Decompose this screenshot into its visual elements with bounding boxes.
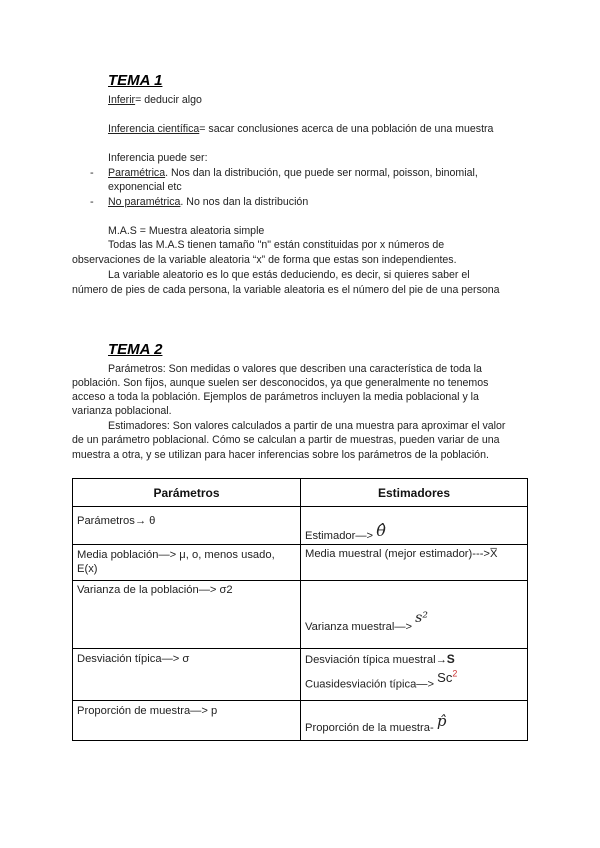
inferir-line (108, 93, 202, 107)
estim-label: Varianza muestral—> (305, 621, 416, 633)
table-row (73, 545, 528, 581)
s-bold: S (446, 652, 455, 666)
bullet-dash: - (90, 196, 94, 208)
inferencia-line (108, 122, 493, 136)
bullet-parametrica (108, 166, 478, 180)
inferencia-term: Inferencia científica (108, 123, 200, 135)
parametros-paragraph-l2: población. Son fijos, aunque suelen ser desconocidos, ya que generalmente no tenemos (72, 377, 489, 389)
cell-estim (301, 507, 528, 545)
estimadores-paragraph-l3: muestra a otra, y se utilizan para hacer inferencias sobre los parámetros de la población. (72, 449, 489, 461)
cell-estim (301, 581, 528, 649)
estim-text-2 (305, 669, 458, 691)
bullet-term: Paramétrica (108, 167, 166, 179)
theta-hat-symbol: θ̂ (376, 521, 386, 540)
estim-text (305, 610, 428, 634)
cell-param: Media población—> μ, o, menos usado, E(x) (73, 545, 301, 581)
cell-param: Desviación típica—> σ (73, 649, 301, 701)
parametros-paragraph-l3: acceso a toda la población. Ejemplos de parámetros incluyen la media poblacional y la (72, 391, 479, 403)
estimadores-paragraph-l2: de un parámetro poblacional. Cómo se calculan a partir de muestras, pueden variar de una (72, 434, 500, 446)
inferir-term: Inferir (108, 94, 136, 106)
cell-param: Varianza de la población—> σ2 (73, 581, 301, 649)
mas-paragraph-l1: Todas las M.A.S tienen tamaño "n" están constituidas por x números de (108, 239, 445, 251)
tema1-title: TEMA 1 (108, 72, 163, 89)
bullet-text: . Nos dan la distribución, que puede ser normal, poisson, binomial, (165, 167, 478, 179)
table-row (73, 507, 528, 545)
parametros-estimadores-table (72, 478, 528, 741)
header-estimadores: Estimadores (301, 479, 528, 507)
variable-paragraph-l1: La variable aleatorio es lo que estás deduciendo, es decir, si quieres saber el (108, 269, 470, 281)
variable-paragraph-l2: número de pies de cada persona, la variable aleatoria es el número del pie de una persona (72, 284, 500, 296)
sc-symbol: Sc (437, 670, 453, 686)
estim-text (305, 712, 447, 735)
puede-ser-line: Inferencia puede ser: (108, 152, 208, 164)
parametros-paragraph-l4: varianza poblacional. (72, 405, 172, 417)
p-hat-symbol: p̂ (436, 712, 447, 730)
bullet-dash: - (90, 167, 94, 179)
bullet-parametrica-cont: exponencial etc (108, 181, 182, 193)
s-squared-symbol: s² (415, 610, 428, 626)
cell-estim: Media muestral (mejor estimador)--->X̅ (301, 545, 528, 581)
inferir-def: = deducir algo (135, 94, 202, 106)
table-row (73, 701, 528, 741)
bullet-text: . No nos dan la distribución (180, 196, 309, 208)
superscript-two: 2 (452, 669, 458, 679)
table-header-row (73, 479, 528, 507)
cell-param: Proporción de muestra—> p (73, 701, 301, 741)
cell-estim (301, 649, 528, 701)
header-parametros: Parámetros (73, 479, 301, 507)
estimadores-paragraph-l1: Estimadores: Son valores calculados a partir de una muestra para aproximar el valor (108, 420, 506, 432)
table-row (73, 649, 528, 701)
table-row (73, 581, 528, 649)
estim-text (305, 521, 386, 543)
tema2-title: TEMA 2 (108, 341, 163, 358)
mas-paragraph-l2: observaciones de la variable aleatoria “x” de forma que estas son independientes. (72, 254, 457, 266)
bullet-no-parametrica (108, 195, 308, 209)
estim-label: Proporción de la muestra- (305, 722, 437, 734)
estim-text (305, 652, 455, 666)
parametros-paragraph-l1: Parámetros: Son medidas o valores que describen una característica de toda la (108, 363, 482, 375)
inferencia-def: = sacar conclusiones acerca de una población de una muestra (199, 123, 494, 135)
mas-definition: M.A.S = Muestra aleatoria simple (108, 225, 265, 237)
bullet-term: No paramétrica (108, 196, 181, 208)
sc-squared-symbol (437, 670, 457, 685)
estim-label: Estimador—> (305, 530, 377, 542)
cell-param: Parámetros→ θ (73, 507, 301, 545)
estim-label: Desviación típica muestral→ (305, 654, 447, 666)
cell-estim (301, 701, 528, 741)
estim-label: Cuasidesviación típica—> (305, 678, 438, 691)
